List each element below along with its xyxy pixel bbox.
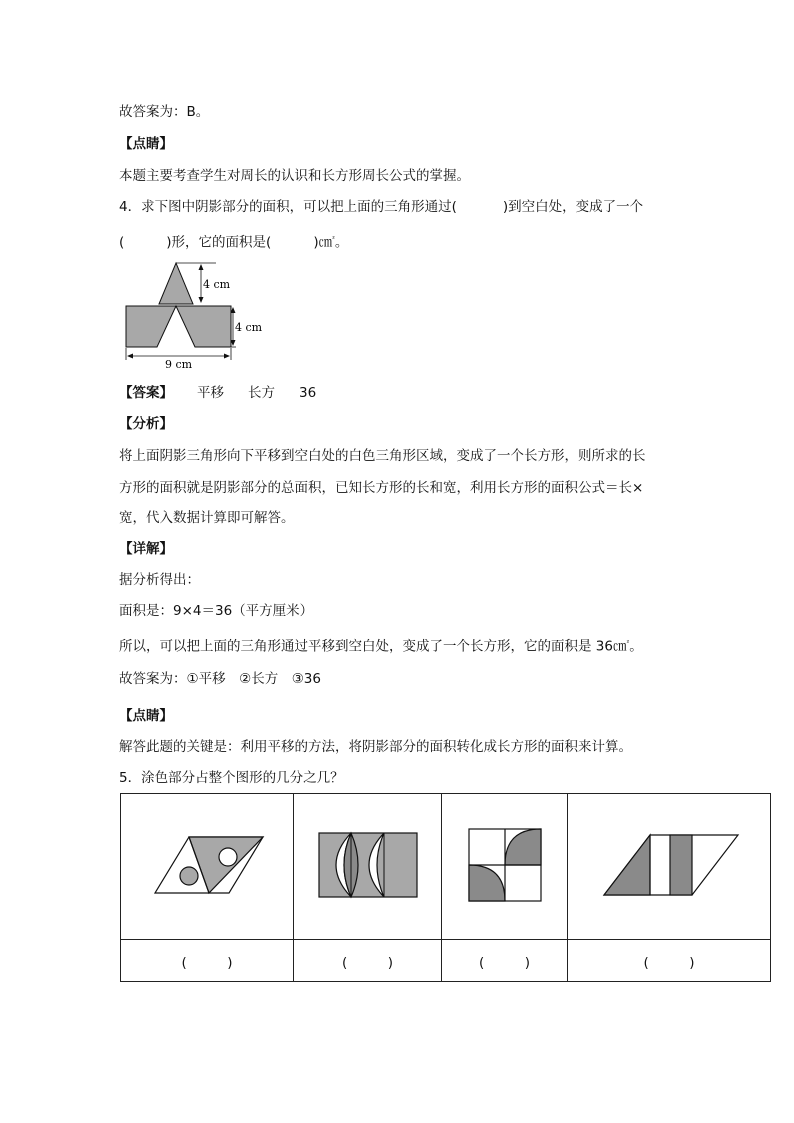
q4-question-end: 。 bbox=[334, 234, 349, 251]
q5-figure-cell-3 bbox=[442, 794, 568, 940]
q4-question-part5: )㎝ bbox=[313, 234, 333, 251]
q5-table bbox=[120, 793, 771, 982]
q4-question-line1 bbox=[119, 197, 643, 217]
q4-bottom-shape bbox=[126, 306, 231, 347]
q4-question-part4: )形，它的面积是( bbox=[166, 234, 272, 251]
q4-arrowhead bbox=[199, 264, 204, 270]
q5-figure-rect-crescents bbox=[315, 829, 421, 901]
q4-analysis-line3: 宽，代入数据计算即可解答。 bbox=[119, 510, 295, 526]
q5-answer-blank-1[interactable]: ( ) bbox=[181, 954, 233, 971]
q5-figure-cell-2 bbox=[294, 794, 442, 940]
q5-answer-blank-3[interactable]: ( ) bbox=[478, 954, 531, 971]
q5-figure-parallelogram-circles bbox=[147, 833, 267, 897]
q5-answer-cell-4[interactable] bbox=[568, 940, 771, 982]
q4-figure bbox=[118, 256, 278, 374]
q4-detail-line2: 面积是：9×4＝36（平方厘米） bbox=[119, 603, 314, 619]
q5-answer-cell-3[interactable] bbox=[442, 940, 568, 982]
q4-detail-label: 【详解】 bbox=[119, 541, 173, 557]
q4-question-part2: )到空白处，变成了一个 bbox=[502, 199, 644, 215]
q5-figure-parallelogram-strips bbox=[596, 831, 742, 899]
q4-answer-label: 【答案】 bbox=[119, 385, 173, 401]
q5-fig1-white-circle bbox=[219, 848, 237, 866]
q4-detail-line3-end: 。 bbox=[629, 638, 643, 655]
q4-detail-line1: 据分析得出： bbox=[119, 572, 200, 588]
q4-arrowhead bbox=[199, 297, 204, 303]
q4-final-answer: 故答案为：①平移 ②长方 ③36 bbox=[119, 671, 321, 687]
q4-analysis-line1: 将上面阴影三角形向下平移到空白处的白色三角形区域，变成了一个长方形，则所求的长 bbox=[119, 448, 646, 464]
q4-question-part3: ( bbox=[119, 234, 125, 251]
q4-detail-line3 bbox=[119, 633, 643, 657]
q4-answer-row bbox=[119, 383, 316, 403]
q4-point-text: 解答此题的关键是：利用平移的方法，将阴影部分的面积转化成长方形的面积来计算。 bbox=[119, 739, 632, 755]
q5-question: 5．涂色部分占整个图形的几分之几？ bbox=[119, 770, 344, 786]
q4-arrowhead bbox=[127, 354, 133, 359]
q5-answer-blank-4[interactable]: ( ) bbox=[643, 954, 695, 971]
q4-detail-sup: ² bbox=[626, 639, 630, 647]
q5-fig4-shaded-strip bbox=[670, 835, 692, 895]
q3-point-label: 【点睛】 bbox=[119, 136, 173, 152]
q5-figure-square-quarters bbox=[465, 825, 545, 905]
q4-answer-3: 36 bbox=[299, 385, 317, 401]
q3-point-text: 本题主要考查学生对周长的认识和长方形周长公式的掌握。 bbox=[119, 168, 470, 184]
q4-answer-2: 长方 bbox=[248, 385, 275, 401]
q4-answer-1: 平移 bbox=[197, 385, 224, 401]
q4-arrowhead bbox=[224, 354, 230, 359]
q5-answer-cell-1[interactable] bbox=[121, 940, 294, 982]
q5-answer-blank-2[interactable]: ( ) bbox=[341, 954, 394, 971]
q4-top-triangle bbox=[159, 263, 193, 304]
q5-fig1-shaded-circle bbox=[180, 867, 198, 885]
q4-analysis-line2: 方形的面积就是阴影部分的总面积，已知长方形的长和宽，利用长方形的面积公式＝长× bbox=[119, 480, 644, 496]
q4-question-part1: 4．求下图中阴影部分的面积，可以把上面的三角形通过( bbox=[119, 199, 457, 215]
q4-analysis-label: 【分析】 bbox=[119, 416, 173, 432]
q4-label-bottom: 9 cm bbox=[165, 358, 193, 371]
q4-question-line2 bbox=[119, 229, 348, 253]
q5-figure-cell-1 bbox=[121, 794, 294, 940]
q5-answer-cell-2[interactable] bbox=[294, 940, 442, 982]
q5-fig2-shaded-rect bbox=[319, 833, 417, 897]
q5-figure-cell-4 bbox=[568, 794, 771, 940]
q4-label-right: 4 cm bbox=[235, 321, 263, 334]
q4-unit-sup: ² bbox=[332, 235, 335, 243]
q4-detail-line3-text: 所以，可以把上面的三角形通过平移到空白处，变成了一个长方形，它的面积是 36㎝ bbox=[119, 638, 627, 655]
q5-fig4-left-shaded-triangle bbox=[604, 835, 650, 895]
q4-point-label: 【点睛】 bbox=[119, 708, 173, 724]
q3-answer-line: 故答案为：B。 bbox=[119, 104, 210, 120]
q4-label-top: 4 cm bbox=[203, 278, 231, 291]
